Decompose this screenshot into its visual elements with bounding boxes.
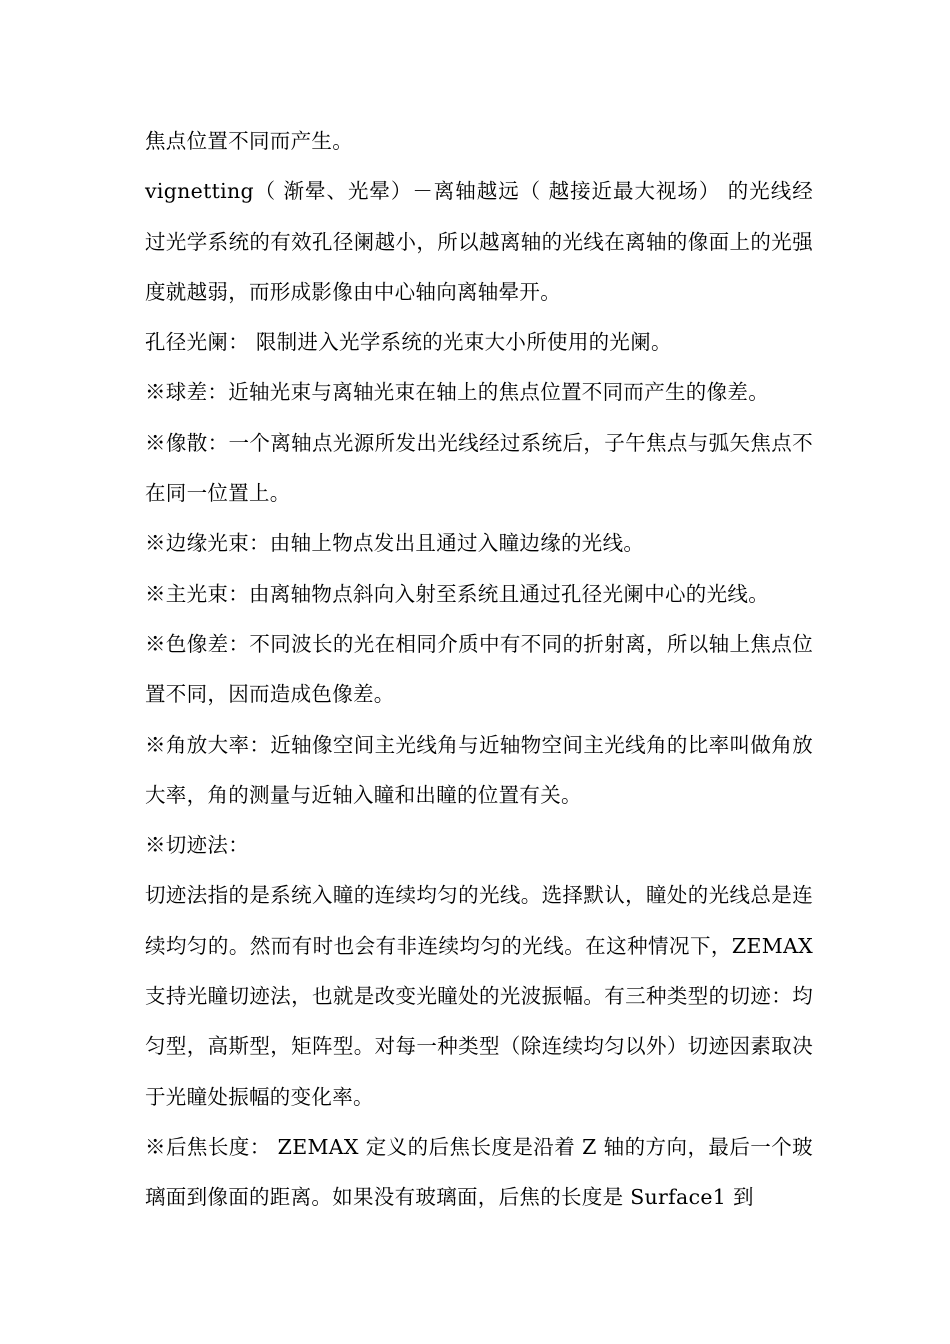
paragraph-marginal-ray: ※边缘光束：由轴上物点发出且通过入瞳边缘的光线。: [145, 531, 645, 556]
paragraph-spherical-aberration: ※球差：近轴光束与离轴光束在轴上的焦点位置不同而产生的像差。: [145, 380, 769, 405]
paragraph-back-focal-length: ※后焦长度： ZEMAX 定义的后焦长度是沿着 Z 轴的方向，最后一个玻璃面到像面的距离。如果没有玻璃面，后焦的长度是 Surface1 到: [145, 1134, 813, 1210]
paragraph-angular-magnification: ※角放大率：近轴像空间主光线角与近轴物空间主光线角的比率叫做角放大率，角的测量与近轴入瞳和出瞳的位置有关。: [145, 732, 813, 807]
paragraph-focus-continuation: 焦点位置不同而产生。: [145, 129, 353, 153]
paragraph-chief-ray: ※主光束：由离轴物点斜向入射至系统且通过孔径光阑中心的光线。: [145, 581, 769, 606]
paragraph-aperture-stop: 孔径光阑： 限制进入光学系统的光束大小所使用的光阑。: [145, 330, 672, 355]
paragraph-apodization-body: 切迹法指的是系统入瞳的连续均匀的光线。选择默认，瞳处的光线总是连续均匀的。然而有时也会有非连续均匀的光线。在这种情况下，ZEMAX 支持光瞳切迹法，也就是改变光瞳处的光波振幅。有三种类型的切迹：均匀型，高斯型，矩阵型。对每一种类型（除连续均匀以外）切迹因素取决于光瞳处振幅的变化率。: [145, 883, 813, 1109]
paragraph-apodization-heading: ※切迹法：: [145, 833, 249, 858]
paragraph-vignetting: vignetting（ 渐晕、光晕）－离轴越远（ 越接近最大视场） 的光线经过光学系统的有效孔径阑越小，所以越离轴的光线在离轴的像面上的光强度就越弱，而形成影像由中心轴向离轴晕开。: [145, 179, 813, 304]
document-body: [145, 116, 813, 1223]
paragraph-chromatic-aberration: ※色像差：不同波长的光在相同介质中有不同的折射离，所以轴上焦点位置不同，因而造成色像差。: [145, 631, 813, 707]
paragraph-astigmatism: ※像散：一个离轴点光源所发出光线经过系统后，子午焦点与弧矢焦点不在同一位置上。: [145, 430, 813, 506]
